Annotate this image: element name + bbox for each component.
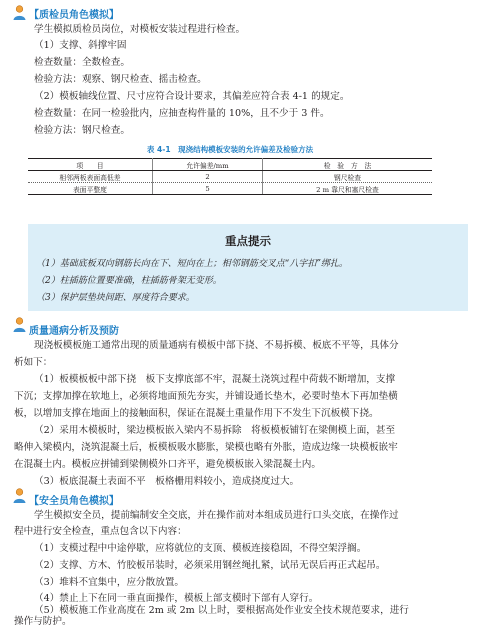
paragraph-line: （5）模板施工作业高度在 2m 或 2m 以上时，要根据高处作业安全技术规范要求，进行	[34, 605, 409, 616]
table-header: 允许偏差/mm	[153, 159, 263, 171]
paragraph-line: 略伸入梁模内，浇筑混凝土后，板模板吸水膨胀，梁模也略有外胀，造成边缘一块模板嵌牢	[14, 442, 398, 453]
paragraph-line: 学生模拟质检员岗位，对模板安装过程进行检查。	[34, 24, 246, 35]
paragraph-line: 检验方法：观察、钢尺检查、摇击检查。	[34, 74, 207, 85]
paragraph-line: 程中进行安全检查，重点包含以下内容：	[14, 526, 187, 537]
table-row	[28, 183, 432, 195]
paragraph-line: 操作与防护。	[14, 616, 72, 627]
paragraph-line: 检查数量：全数检查。	[34, 57, 130, 68]
section-title-safety-officer: 【安全员角色模拟】	[29, 496, 119, 507]
person-icon	[11, 316, 28, 333]
table-cell: 5	[153, 183, 263, 195]
paragraph-line: （2）模板轴线位置、尺寸应符合设计要求，其偏差应符合表 4-1 的规定。	[34, 91, 350, 102]
paragraph-line: 检验方法：钢尺检查。	[34, 125, 130, 136]
tolerance-table	[28, 158, 432, 195]
paragraph-line: （2）采用木模板时，梁边模板嵌入梁内不易拆除 将板模板铺钉在梁侧模上面，甚至	[34, 425, 396, 436]
person-icon	[11, 487, 28, 504]
table-header-row	[28, 159, 432, 171]
paragraph-line: 板，以增加支撑在地面上的接触面积，保证在混凝土重量作用下不发生下沉板模下挠。	[14, 408, 379, 419]
key-points-title: 重点提示	[225, 234, 271, 248]
person-icon	[11, 4, 28, 21]
paragraph-line: （3）板底混凝土表面不平 板格栅用料较小，造成挠度过大。	[34, 476, 300, 487]
table-header: 项 目	[28, 159, 153, 171]
paragraph-line: 下沉；支撑加撑在软地上，必须将地面预先夯实，并铺设通长垫木，必要时垫木下再加垫横	[14, 391, 398, 402]
paragraph-line: （4）禁止上下在同一垂直面操作，模板上部支模时下部有人穿行。	[34, 593, 319, 604]
paragraph-line: 检查数量：在同一检验批内，应抽查构件量的 10%，且不少于 3 件。	[34, 108, 330, 119]
paragraph-line: 析如下：	[14, 357, 53, 368]
key-point: （3）保护层垫块间距、厚度符合要求。	[36, 293, 195, 303]
table-header: 检 验 方 法	[263, 159, 433, 171]
key-point: （2）柱插筋位置要准确，柱插筋骨架无变形。	[36, 276, 222, 286]
paragraph-line: 在混凝土内。模板应拼铺到梁侧模外口齐平，避免模板嵌入梁混凝土内。	[14, 459, 321, 470]
table-cell: 2	[153, 171, 263, 183]
key-points-box	[28, 224, 468, 311]
paragraph-line: （1）板模板板中部下挠 板下支撑底部不牢，混凝土浇筑过程中荷载不断增加，支撑	[34, 374, 396, 385]
table-cell: 表面平整度	[28, 183, 153, 195]
paragraph-line: （2）支撑、方木、竹胶板吊装时，必须采用钢丝绳扎紧，试吊无误后再正式起吊。	[34, 560, 386, 571]
table-row	[28, 171, 432, 183]
paragraph-line: 现浇板模板施工通常出现的质量通病有模板中部下挠、不易拆模、板底不平等，具体分	[34, 340, 399, 351]
paragraph-line: （1）支模过程中中途停歇，应将就位的支顶、模板连接稳固，不得空架浮搁。	[34, 543, 367, 554]
section-title-defect-analysis: 质量通病分析及预防	[29, 326, 119, 337]
table-cell: 2 m 靠尺和塞尺检查	[263, 183, 433, 195]
table-cell: 相邻两板表面高低差	[28, 171, 153, 183]
paragraph-line: （3）堆料不宜集中，应分散放置。	[34, 577, 185, 588]
table-caption: 表 4-1 现浇结构模板安装的允许偏差及检验方法	[146, 145, 314, 154]
paragraph-line: 学生模拟安全员，提前编制安全交底，并在操作前对本组成员进行口头交底，在操作过	[34, 510, 399, 521]
table-cell: 钢尺检查	[263, 171, 433, 183]
section-title-quality-inspector: 【质检员角色模拟】	[29, 10, 119, 21]
paragraph-line: （1）支撑、斜撑牢固	[34, 40, 127, 51]
key-point: （1）基础底板双向钢筋长向在下、短向在上；相邻钢筋交叉点“八字扣”绑扎。	[36, 259, 348, 269]
